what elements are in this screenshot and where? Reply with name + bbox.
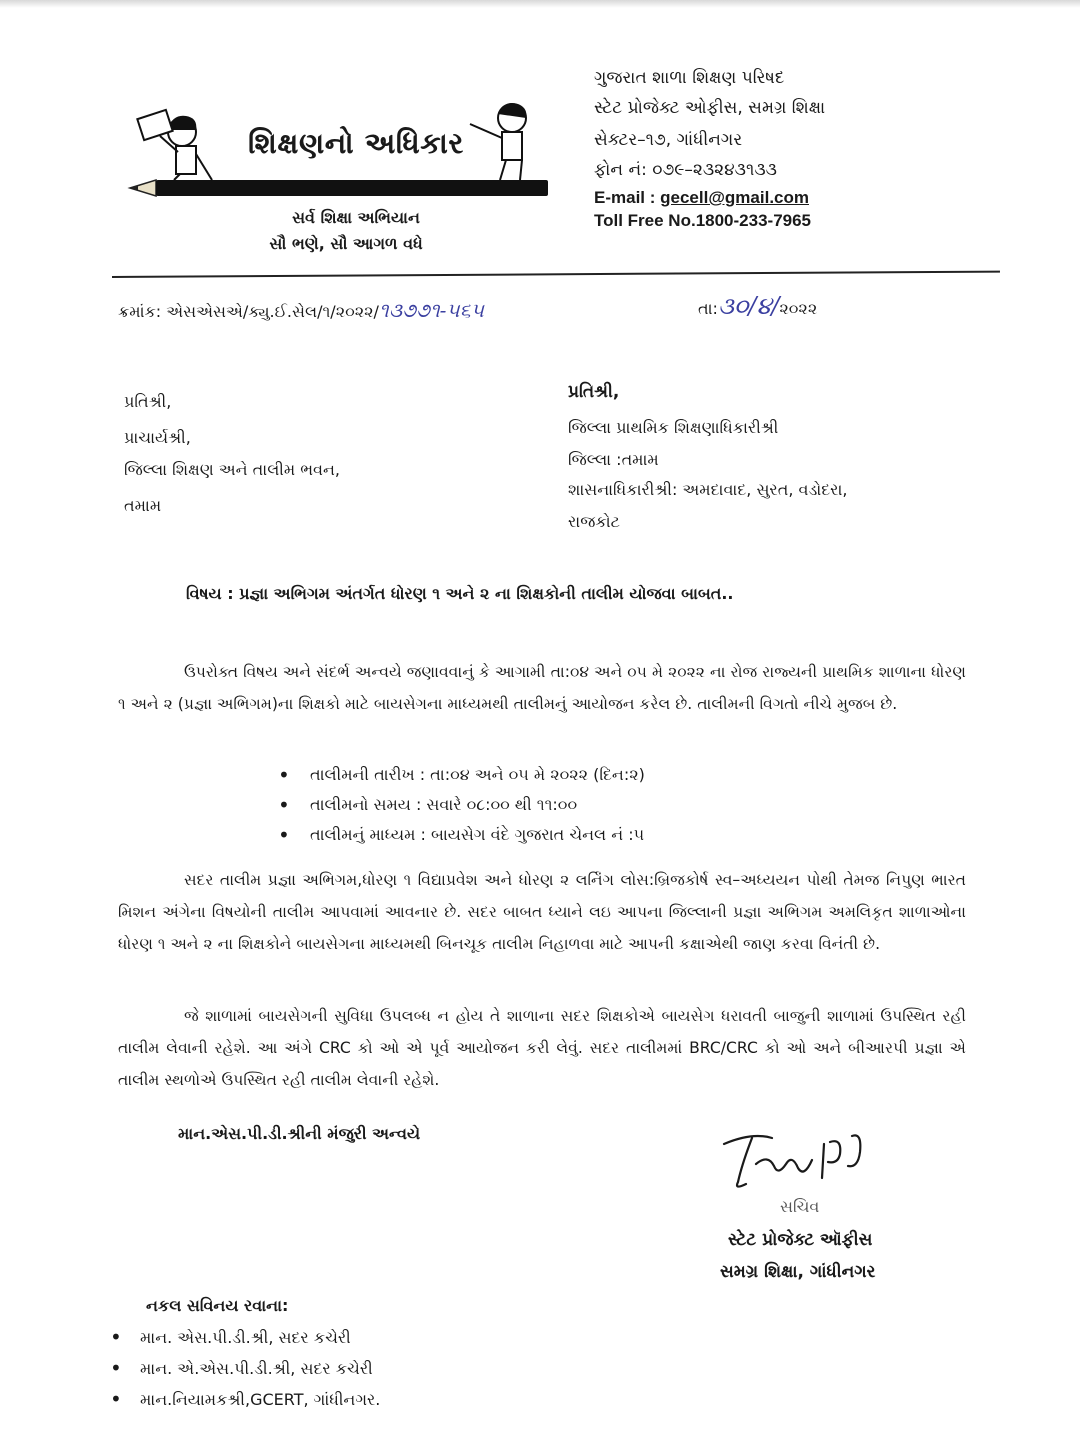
body-paragraph-3: જે શાળામાં બાયસેગની સુવિધા ઉપલબ્ધ ન હોય તે શાળાના સદર શિક્ષકોએ બાયસેગ ધરાવતી બાજુની શાળામાં ઉપસ્થિત રહી તાલીમ લેવાની રહેશે. આ અંગે CRC કો ઓ એ પૂર્વ આયોજન કરી લેવું. સદર તાલીમમાં BRC/CRC કો ઓ અને બીઆરપી પ્રજ્ઞા એ તાલીમ સ્થળોએ ઉપસ્થિત રહી તાલીમ લેવાની રહેશે. — [118, 1007, 966, 1089]
copy-to-title: નકલ સવિનય રવાના: — [146, 1296, 289, 1315]
office-email — [594, 188, 809, 208]
date-handwritten: ૩૦/૪/ — [717, 292, 780, 320]
body-paragraph-1: ઉપરોક્ત વિષય અને સંદર્ભ અન્વયે જણાવવાનું કે આગામી તા:૦૪ અને ૦૫ મે ૨૦૨૨ ના રોજ રાજ્યની પ્રાથમિક શાળાના ધોરણ ૧ અને ૨ (પ્રજ્ઞા અભિગમ)ના શિક્ષકો માટે બાયસેગના માધ્યમથી તાલીમનું આયોજન કરેલ છે. તાલીમની વિગતો નીચે મુજબ છે. — [118, 663, 966, 713]
recipient-right-line: શાસનાધિકારીશ્રી: અમદાવાદ, સુરત, વડોદરા, — [568, 480, 848, 499]
office-line: સેક્ટર–૧૭, ગાંધીનગર — [594, 130, 743, 150]
signatory-designation: સચિવ — [780, 1197, 820, 1216]
copy-to-item: • માન.નિયામકશ્રી,GCERT, ગાંધીનગર. — [110, 1384, 380, 1415]
reference-handwritten: ૧૩૭૭૧-૫૬૫ — [378, 298, 484, 322]
office-line: સ્ટેટ પ્રોજેક્ટ ઓફીસ, સમગ્ર શિક્ષા — [594, 98, 826, 118]
training-details-list — [278, 760, 645, 850]
copy-to-item: • માન. એ.એસ.પી.ડી.શ્રી, સદર કચેરી — [110, 1353, 380, 1384]
date-label: તા: — [698, 299, 718, 318]
copy-to-list — [110, 1322, 380, 1415]
recipient-left-line: પ્રાચાર્યશ્રી, — [124, 428, 191, 447]
approval-line: માન.એસ.પી.ડી.શ્રીની મંજુરી અન્વયે — [178, 1124, 421, 1143]
recipient-right-line: જિલ્લા :તમામ — [568, 450, 659, 469]
recipient-right-line: પ્રતિશ્રી, — [568, 382, 620, 402]
email-link[interactable]: gecell@gmail.com — [660, 188, 809, 207]
recipient-left-line: પ્રતિશ્રી, — [124, 392, 172, 411]
office-line: ગુજરાત શાળા શિક્ષણ પરિષદ — [594, 68, 785, 88]
office-phone: ફોન નં: ૦૭૯–૨૩૨૪૩૧૩૩ — [594, 160, 777, 180]
logo-title: શિક્ષણનો અધિકાર — [248, 126, 464, 160]
logo-tagline-2: સૌ ભણે, સૌ આગળ વધે — [269, 234, 423, 253]
reference-date — [698, 292, 817, 320]
recipient-left-line: તમામ — [124, 496, 162, 515]
copy-to-item: • માન. એસ.પી.ડી.શ્રી, સદર કચેરી — [110, 1322, 380, 1353]
training-detail-item: • તાલીમની તારીખ : તા:૦૪ અને ૦૫ મે ૨૦૨૨ (દિન:૨) — [278, 760, 645, 790]
recipient-right-line: જિલ્લા પ્રાથમિક શિક્ષણાધિકારીશ્રી — [568, 418, 779, 437]
email-label: E-mail : — [594, 188, 656, 207]
training-detail-item: • તાલીમનો સમય : સવારે ૦૮:૦૦ થી ૧૧:૦૦ — [278, 790, 645, 820]
reference-printed: ક્રમાંક: એસએસએ/ક્યુ.ઈ.સેલ/૧/૨૦૨૨/ — [118, 302, 379, 321]
letter-subject: વિષય : પ્રજ્ઞા અભિગમ અંતર્ગત ધોરણ ૧ અને ૨ ના શિક્ષકોની તાલીમ યોજવા બાબત.. — [186, 584, 734, 603]
signatory-office-1: સ્ટેટ પ્રોજેક્ટ ઑફીસ — [728, 1230, 873, 1250]
training-detail-item: • તાલીમનું માધ્યમ : બાયસેગ વંદે ગુજરાત ચેનલ નં :૫ — [278, 820, 645, 850]
handwritten-signature — [712, 1124, 892, 1194]
reference-number — [118, 298, 484, 322]
body-paragraph-2: સદર તાલીમ પ્રજ્ઞા અભિગમ,ધોરણ ૧ વિદ્યાપ્રવેશ અને ધોરણ ૨ લર્નિંગ લોસ:બ્રિજકોર્ષ સ્વ–અધ્યયન પોથી તેમજ નિપુણ ભારત મિશન અંગેના વિષયોની તાલીમ આપવામાં આવનાર છે. સદર બાબત ધ્યાને લઇ આપના જિલ્લાની પ્રજ્ઞા અભિગમ અમલિકૃત શાળાઓના ધોરણ ૧ અને ૨ ના શિક્ષકોને બાયસેગના માધ્યમથી બિનચૂક તાલીમ નિહાળવા માટે આપની કક્ષાએથી જાણ કરવા વિનંતી છે. — [118, 871, 966, 953]
signatory-office-2: સમગ્ર શિક્ષા, ગાંધીનગર — [720, 1262, 876, 1282]
scan-edge — [0, 0, 1080, 8]
office-tollfree: Toll Free No.1800-233-7965 — [594, 211, 812, 230]
recipient-left-line: જિલ્લા શિક્ષણ અને તાલીમ ભવન, — [124, 460, 341, 479]
date-year: ૨૦૨૨ — [779, 299, 818, 318]
header-divider — [112, 271, 1000, 278]
logo-tagline-1: સર્વ શિક્ષા અભિયાન — [292, 208, 420, 227]
recipient-right-line: રાજકોટ — [568, 512, 620, 531]
